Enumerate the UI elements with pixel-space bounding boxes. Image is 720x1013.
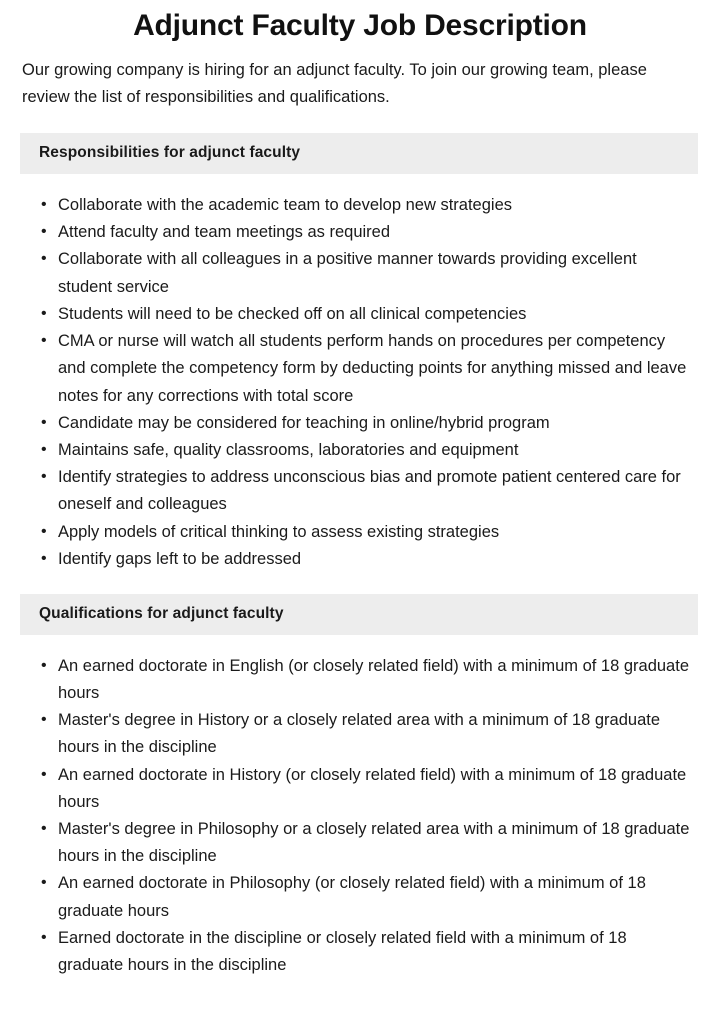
list-item: • Maintains safe, quality classrooms, laboratories and equipment — [0, 437, 698, 464]
section-qualifications — [0, 594, 720, 979]
list-item: • Collaborate with all colleagues in a positive manner towards providing excellent student service — [0, 246, 698, 300]
list-item: • Candidate may be considered for teaching in online/hybrid program — [0, 410, 698, 437]
list-item: • An earned doctorate in History (or closely related field) with a minimum of 18 graduate hours — [0, 762, 698, 816]
section-header-qualifications: Qualifications for adjunct faculty — [39, 605, 284, 623]
qualifications-list — [0, 635, 720, 980]
list-item: • Attend faculty and team meetings as required — [0, 219, 698, 246]
page-title: Adjunct Faculty Job Description — [133, 9, 587, 42]
list-item: • Identify strategies to address unconscious bias and promote patient centered care for oneself and colleagues — [0, 464, 698, 518]
section-responsibilities — [0, 133, 720, 573]
section-header-band-qualifications — [20, 594, 698, 635]
list-item: • Apply models of critical thinking to assess existing strategies — [0, 519, 698, 546]
list-item: • Students will need to be checked off on all clinical competencies — [0, 301, 698, 328]
list-item: • An earned doctorate in English (or closely related field) with a minimum of 18 graduate hours — [0, 653, 698, 707]
responsibilities-list — [0, 174, 720, 573]
bottom-spacer — [0, 979, 720, 1013]
list-item: • Master's degree in History or a closely related area with a minimum of 18 graduate hours in the discipline — [0, 707, 698, 761]
intro-paragraph: Our growing company is hiring for an adjunct faculty. To join our growing team, please review the list of responsibilities and qualifications. — [22, 61, 647, 107]
list-item: • Master's degree in Philosophy or a closely related area with a minimum of 18 graduate hours in the discipline — [0, 816, 698, 870]
list-item: • Collaborate with the academic team to develop new strategies — [0, 192, 698, 219]
list-item: • Identify gaps left to be addressed — [0, 546, 698, 573]
list-item: • An earned doctorate in Philosophy (or closely related field) with a minimum of 18 graduate hours — [0, 870, 698, 924]
section-header-band-responsibilities — [20, 133, 698, 174]
list-item: • CMA or nurse will watch all students perform hands on procedures per competency and complete the competency form by deducting points for anything missed and leave notes for any corrections with total score — [0, 328, 698, 410]
section-header-responsibilities: Responsibilities for adjunct faculty — [39, 144, 301, 162]
list-item: • Earned doctorate in the discipline or closely related field with a minimum of 18 graduate hours in the discipline — [0, 925, 698, 979]
